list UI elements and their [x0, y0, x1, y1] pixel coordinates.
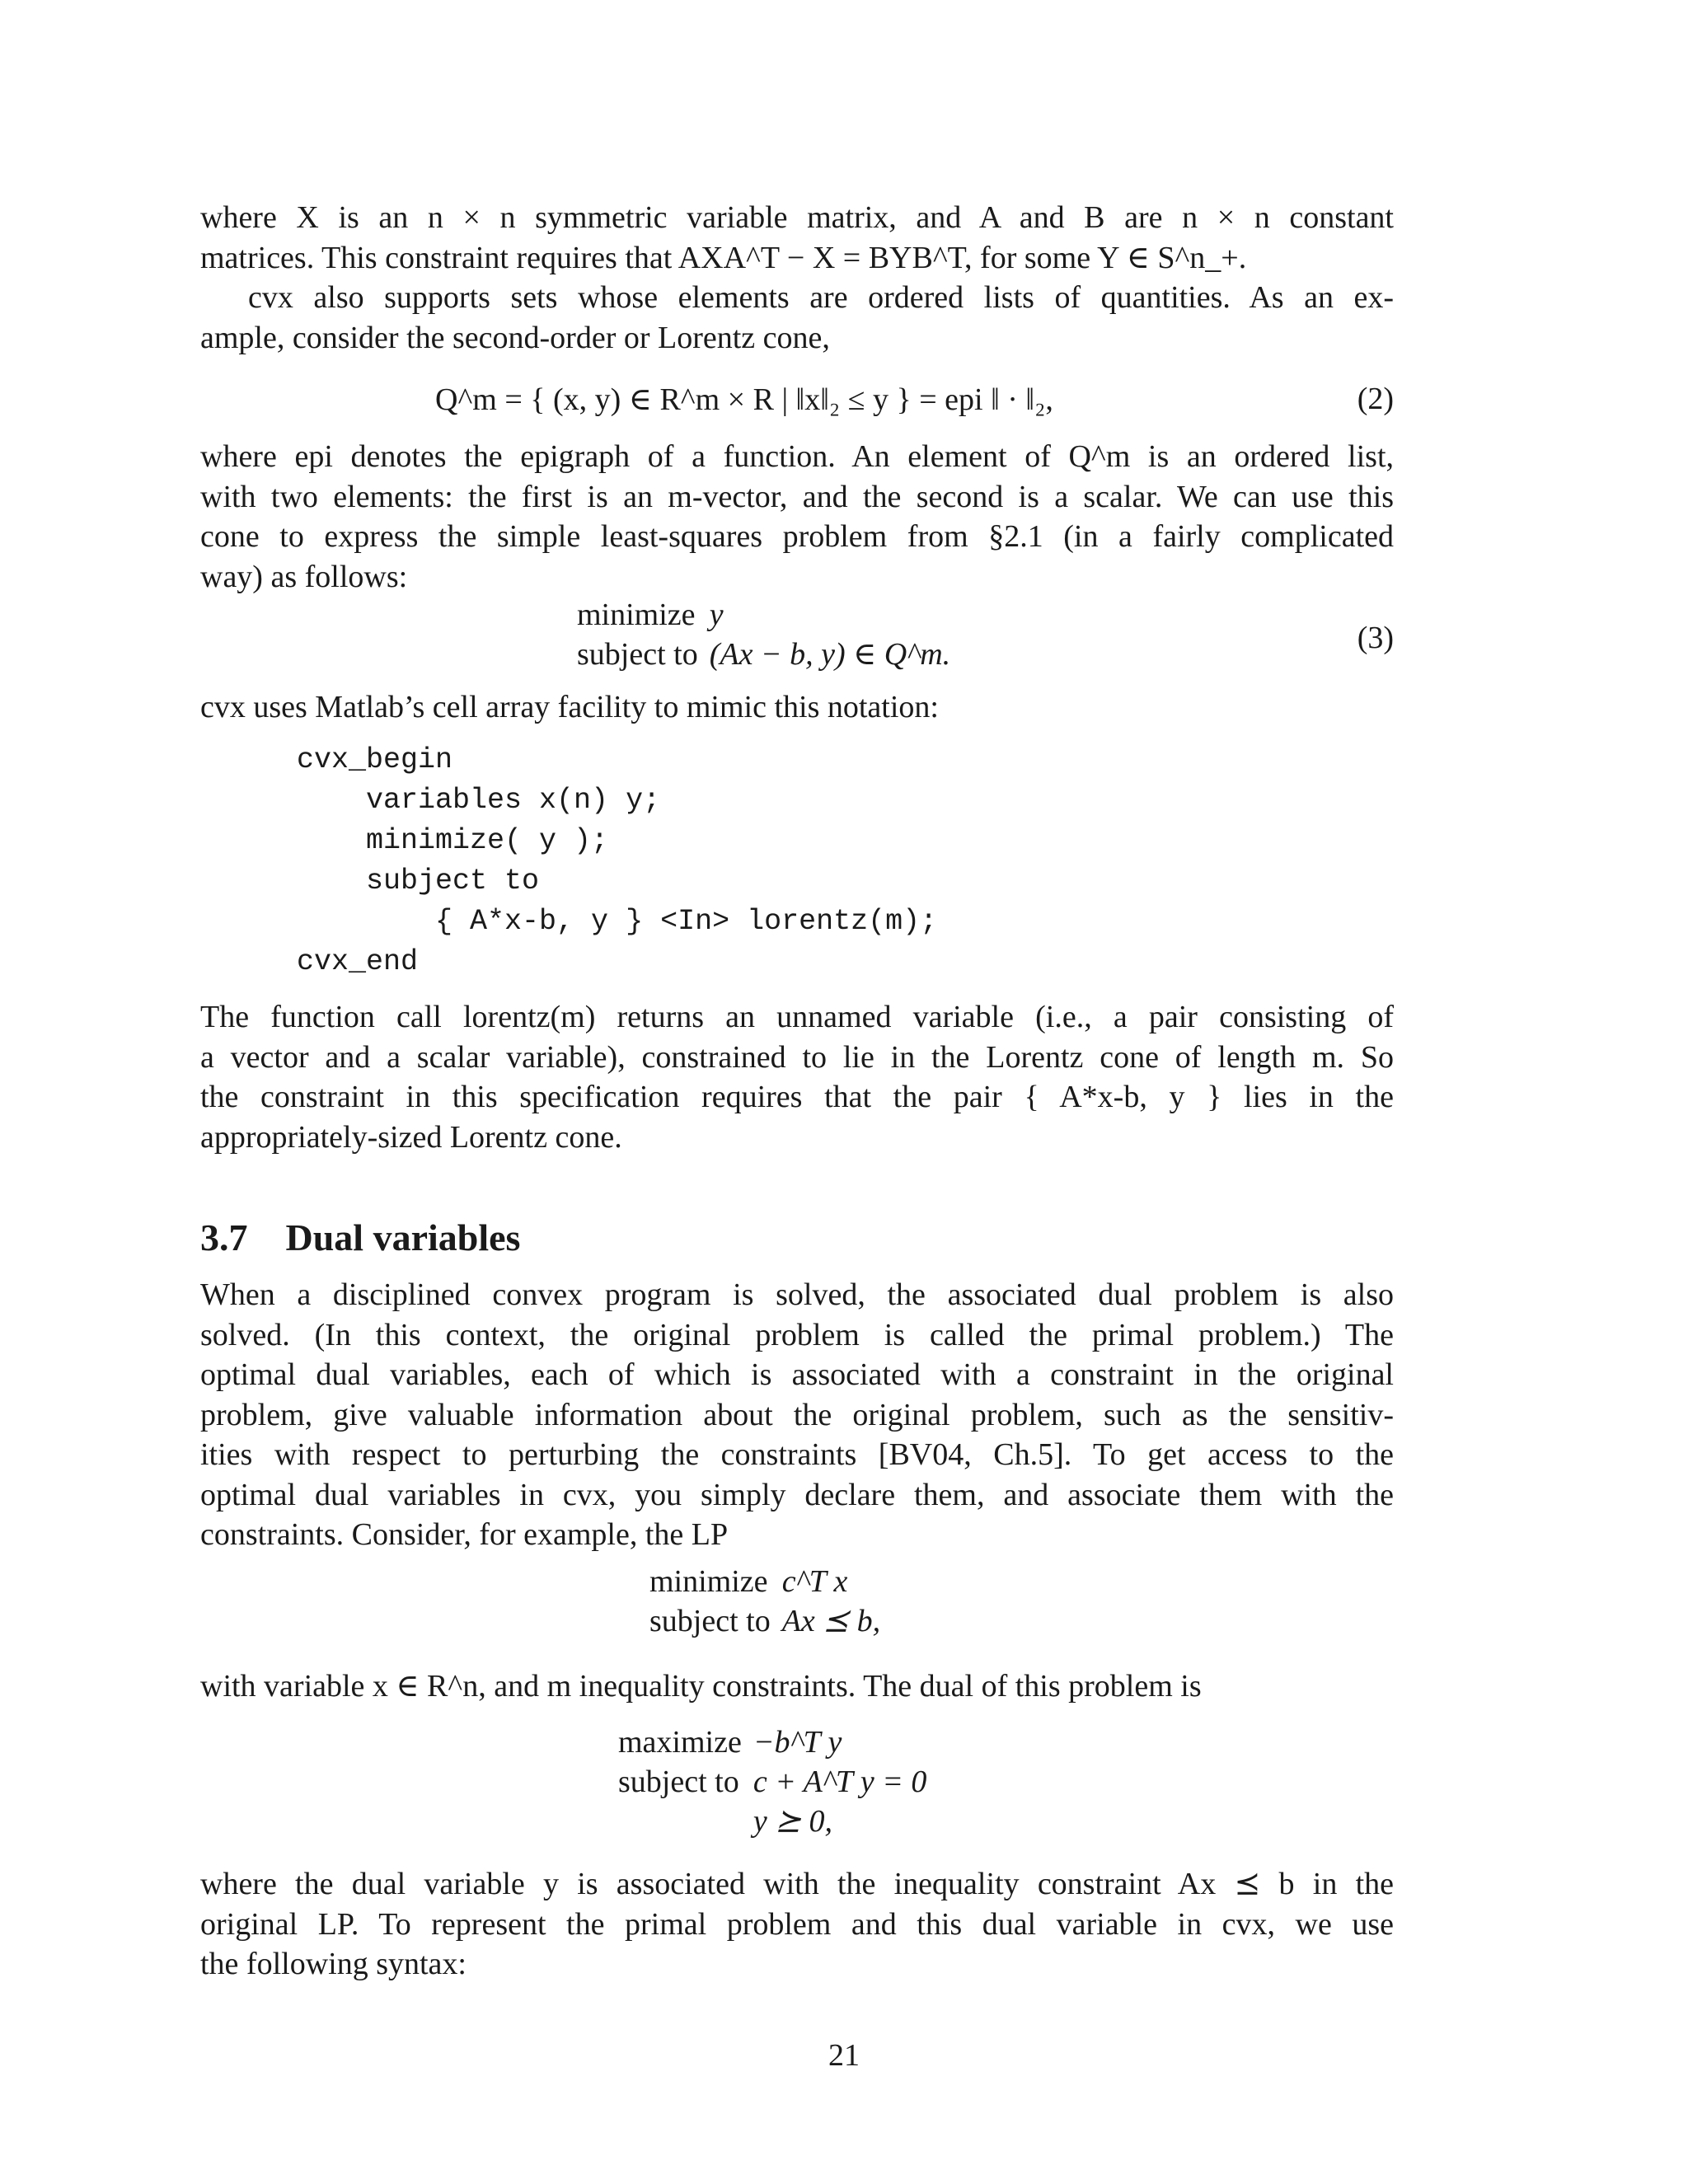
text-line: The function call lorentz(m) returns an unnamed variable (i.e., a pair consisting of: [200, 1000, 1394, 1034]
text-line: matrices. This constraint requires that AXA^T − X = BYB^T, for some Y ∈ S^n_+.: [200, 240, 1247, 275]
text-line: optimal dual variables, each of which is associated with a constraint in the original: [200, 1357, 1394, 1392]
problem-label: minimize: [649, 1564, 768, 1599]
text-line: with variable x ∈ R^n, and m inequality constraints. The dual of this problem is: [200, 1669, 1202, 1704]
code-line: variables x(n) y;: [297, 784, 661, 817]
text-line: problem, give valuable information about the original problem, such as the sensitiv-: [200, 1397, 1394, 1432]
text-line: original LP. To represent the primal problem and this dual variable in cvx, we use: [200, 1906, 1394, 1942]
problem-label: [618, 1802, 753, 1841]
paragraph-symmetric-matrix: [200, 198, 1394, 278]
problem-label: subject to: [649, 1604, 771, 1638]
code-line: subject to: [297, 865, 540, 898]
paragraph-dual-syntax: [200, 1864, 1394, 1985]
paragraph-with-variable: [200, 1666, 1394, 1707]
text-line: When a disciplined convex program is solved, the associated dual problem is also: [200, 1277, 1394, 1312]
text-line: cvx uses Matlab’s cell array facility to mimic this notation:: [200, 690, 939, 724]
problem-expression: y ⪰ 0,: [753, 1804, 833, 1839]
equation-lorentz-cone: Q^m = { (x, y) ∈ R^m × R | ‖x‖₂ ≤ y } = epi ‖ · ‖₂,: [435, 382, 1053, 417]
problem-row: [577, 595, 962, 635]
problem-expression: (Ax − b, y) ∈ Q^m.: [709, 637, 951, 672]
equation-number: (2): [1357, 382, 1394, 416]
text-line: ample, consider the second-order or Lorentz cone,: [200, 320, 830, 355]
text-line: constraints. Consider, for example, the LP: [200, 1517, 729, 1552]
optimization-problem-3: [577, 595, 962, 674]
problem-row: [618, 1722, 938, 1762]
problem-row: [618, 1802, 938, 1841]
problem-label: minimize: [577, 598, 696, 632]
text-line: with two elements: the first is an m-vector, and the second is a scalar. We can use this: [200, 479, 1394, 514]
text-line: a vector and a scalar variable), constrained to lie in the Lorentz cone of length m. So: [200, 1039, 1394, 1075]
text-line: optimal dual variables in cvx, you simply declare them, and associate them with the: [200, 1477, 1394, 1512]
lp-primal-problem: [649, 1562, 892, 1641]
text-line: way) as follows:: [200, 559, 408, 594]
paragraph-dual-intro: [200, 1275, 1394, 1555]
lp-dual-problem: [618, 1722, 938, 1841]
paragraph-ordered-lists: [200, 278, 1394, 358]
text-line: where X is an n × n symmetric variable matrix, and A and B are n × n constant: [200, 200, 1394, 235]
code-line: cvx_end: [297, 945, 419, 978]
problem-row: [649, 1601, 892, 1641]
text-line: where epi denotes the epigraph of a function. An element of Q^m is an ordered list,: [200, 439, 1394, 474]
code-line: { A*x-b, y } <In> lorentz(m);: [297, 905, 938, 938]
text-line: solved. (In this context, the original problem is called the primal problem.) The: [200, 1317, 1394, 1352]
section-title: Dual variables: [285, 1216, 521, 1258]
problem-row: [618, 1762, 938, 1802]
text-line: the constraint in this specification requires that the pair { A*x-b, y } lies in the: [200, 1080, 1394, 1114]
text-line: where the dual variable y is associated with the inequality constraint Ax ⪯ b in the: [200, 1867, 1394, 1901]
text-line: ities with respect to perturbing the constraints [BV04, Ch.5]. To get access to the: [200, 1437, 1394, 1472]
problem-expression: Ax ⪯ b,: [781, 1604, 881, 1638]
problem-expression: y: [709, 598, 724, 632]
problem-expression: c^T x: [781, 1564, 848, 1599]
problem-row: [649, 1562, 892, 1601]
text-line: cvx also supports sets whose elements are ordered lists of quantities. As an ex-: [248, 280, 1394, 315]
code-block-lorentz: [297, 740, 937, 982]
problem-row: [577, 635, 962, 674]
equation-number: (3): [1357, 621, 1394, 655]
problem-label: subject to: [577, 637, 698, 672]
section-heading: [200, 1216, 520, 1259]
text-line: appropriately-sized Lorentz cone.: [200, 1119, 622, 1155]
page-number: 21: [828, 2038, 860, 2073]
paragraph-cell-array: [200, 687, 1394, 728]
problem-label: subject to: [618, 1765, 739, 1799]
problem-expression: c + A^T y = 0: [753, 1765, 927, 1799]
text-line: the following syntax:: [200, 1947, 467, 1981]
problem-expression: −b^T y: [753, 1725, 842, 1760]
text-line: cone to express the simple least-squares problem from §2.1 (in a fairly complicated: [200, 519, 1394, 554]
section-number: 3.7: [200, 1216, 248, 1258]
code-line: minimize( y );: [297, 824, 609, 857]
code-line: cvx_begin: [297, 743, 453, 776]
paragraph-epigraph: [200, 437, 1394, 597]
problem-label: maximize: [618, 1725, 742, 1760]
paragraph-lorentz-function: [200, 997, 1394, 1157]
